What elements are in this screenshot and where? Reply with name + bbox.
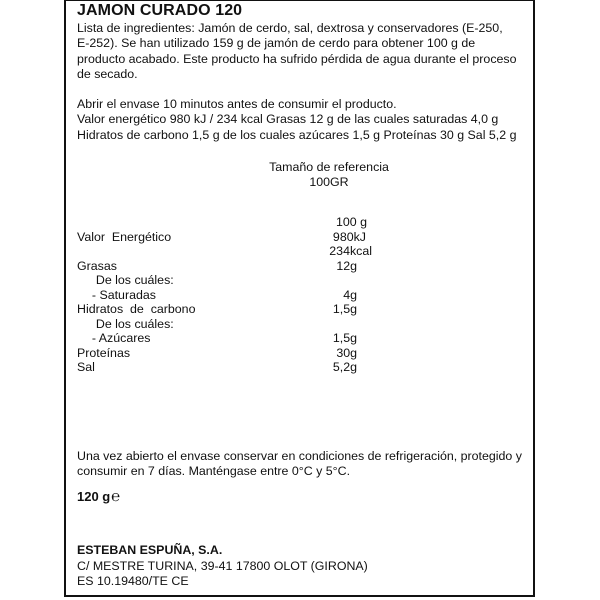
reference-size-label: Tamaño de referencia	[269, 160, 389, 174]
nutrition-value: 1,5g	[332, 331, 357, 345]
nutrition-label: Valor Energético	[77, 230, 172, 244]
nutrition-value: 5,2g	[332, 360, 357, 374]
net-weight	[77, 489, 120, 504]
nutrition-value: 4g	[343, 288, 357, 302]
nutrition-label: - Saturadas	[85, 288, 156, 302]
instructions-line: Abrir el envase 10 minutos antes de consumir el producto.	[77, 97, 397, 111]
nutrition-row	[77, 317, 377, 331]
product-title: JAMON CURADO 120	[77, 2, 243, 19]
nutrition-value: 234kcal	[329, 244, 372, 258]
nutrition-row	[77, 331, 377, 345]
nutrition-value: 1,5g	[332, 302, 357, 316]
manufacturer-registry: ES 10.19480/TE CE	[77, 574, 189, 588]
nutrition-label: Hidratos de carbono	[77, 302, 196, 316]
nutrition-row	[77, 230, 377, 244]
storage-paragraph	[77, 449, 527, 480]
nutrition-label: Grasas	[77, 259, 117, 273]
ingredients-line: de secado.	[77, 67, 138, 82]
storage-line: Una vez abierto el envase conservar en condiciones de refrigeración, protegido y	[77, 449, 522, 463]
nutrition-row	[77, 360, 377, 374]
estimated-sign-icon: ℮	[111, 488, 121, 505]
nutrition-row	[77, 288, 377, 302]
nutrition-row	[77, 244, 377, 258]
nutrition-value: 30g	[336, 346, 357, 360]
nutrition-row	[77, 259, 377, 273]
nutrition-summary-line: Valor energético 980 kJ / 234 kcal Grasas 12 g de las cuales saturadas 4,0 g	[77, 112, 499, 127]
nutrition-label: De los cuáles:	[89, 317, 174, 331]
net-weight-value: 120 g	[77, 489, 111, 504]
nutrition-header-row	[77, 215, 377, 229]
nutrition-row	[77, 346, 377, 360]
instructions-paragraph	[77, 97, 527, 143]
nutrition-row	[77, 302, 377, 316]
storage-line: consumir en 7 días. Manténgase entre 0°C y 5°C.	[77, 464, 351, 479]
ingredients-line: E-252). Se han utilizado 159 g de jamón de cerdo para obtener 100 g de	[77, 36, 476, 51]
nutrition-row	[77, 273, 377, 287]
nutrition-label: - Azúcares	[85, 331, 151, 345]
ingredients-line: Lista de ingredientes: Jamón de cerdo, sal, dextrosa y conservadores (E-250,	[77, 21, 503, 35]
manufacturer-address: C/ MESTRE TURINA, 39-41 17800 OLOT (GIRONA)	[77, 559, 368, 573]
ingredients-line: producto acabado. Este producto ha sufrido pérdida de agua durante el proceso	[77, 51, 517, 66]
product-label	[64, 0, 535, 597]
reference-size-value: 100GR	[309, 175, 349, 189]
nutrition-label: Sal	[77, 360, 95, 374]
ingredients-paragraph	[77, 21, 527, 83]
nutrition-value: 12g	[336, 259, 357, 273]
manufacturer-name: ESTEBAN ESPUÑA, S.A.	[77, 543, 223, 557]
nutrition-value: 980kJ	[332, 230, 366, 244]
nutrition-summary-line: Hidratos de carbono 1,5 g de los cuales azúcares 1,5 g Proteínas 30 g Sal 5,2 g	[77, 127, 517, 142]
column-header: 100 g	[335, 215, 367, 229]
nutrition-label: De los cuáles:	[89, 273, 174, 287]
nutrition-label: Proteínas	[77, 346, 131, 360]
